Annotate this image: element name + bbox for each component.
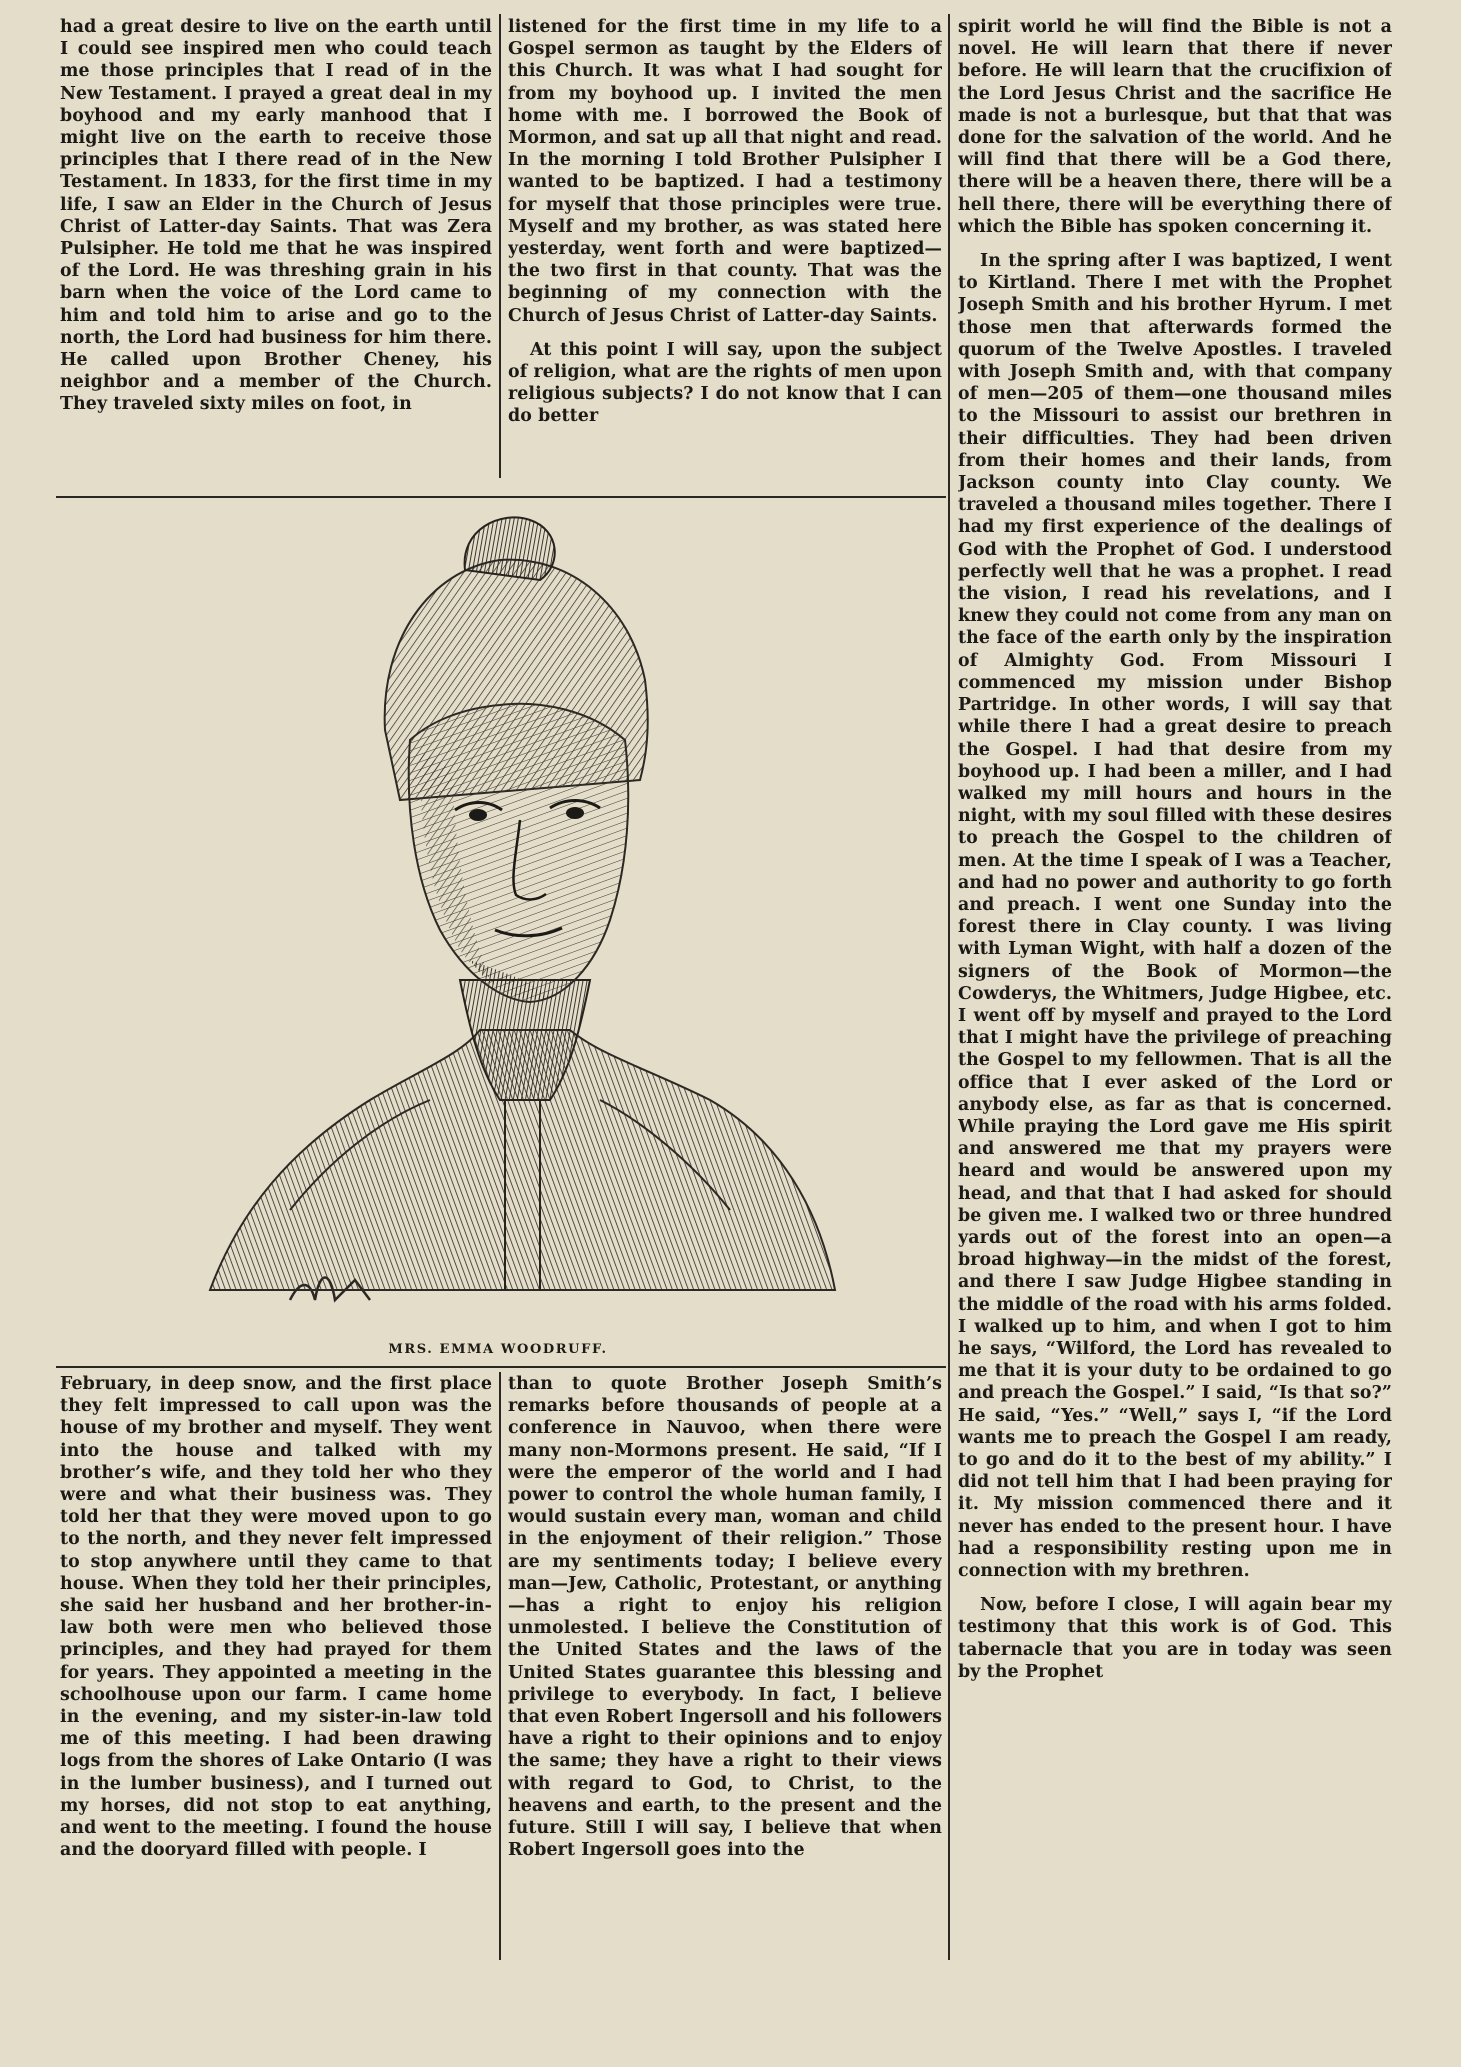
column-rule [499, 1372, 501, 1960]
column-top-middle [508, 16, 942, 476]
column-bottom-left [60, 1373, 492, 1955]
column-top-left [60, 16, 492, 476]
paragraph: than to quote Brother Joseph Smith’s remarks before thousands of people at a conference in Nauvoo, when there were many non-Mormons present. He said, “If I were the emperor of the world and I had power to control the whole human family, I would sustain every man, woman and child in the enjoyment of their religion.” Those are my sentiments today; I believe every man—Jew, Catholic, Protestant, or anything—has a right to enjoy his religion unmolested. I believe the Constitution of the United States and the laws of the United States guarantee this blessing and privilege to everybody. In fact, I believe that even Robert Ingersoll and his followers have a right to their opinions and to enjoy the same; they have a right to their views with regard to God, to Christ, to the heavens and earth, to the present and the future. Still I will say, I believe that when Robert Ingersoll goes into the [508, 1374, 942, 1861]
column-bottom-middle [508, 1373, 942, 1955]
column-rule [499, 14, 501, 478]
paragraph: had a great desire to live on the earth until I could see inspired men who could teach me those principles that I read of in the New Testament. I prayed a great deal in my boyhood and my early manhood that I might live on the earth to receive those principles that I there read of in the New Testament. In 1833, for the first time in my life, I saw an Elder in the Church of Jesus Christ of Latter-day Saints. That was Zera Pulsipher. He told me that he was inspired of the Lord. He was threshing grain in his barn when the voice of the Lord came to him and told him to arise and go to the north, the Lord had business for him there. He called upon Brother Cheney, his neighbor and a member of the Church. They traveled sixty miles on foot, in [60, 17, 492, 415]
paragraph: Now, before I close, I will again bear my testimony that this work is of God. This tabernacle that you are in today was seen by the Prophet [958, 1595, 1392, 1682]
paragraph: spirit world he will find the Bible is not a novel. He will learn that there if never before. He will learn that the crucifixion of the Lord Jesus Christ and the sacrifice He made is not a burlesque, but that that was done for the salvation of the world. And he will find that there will be a God there, there will be a heaven there, there will be a hell there, there will be everything there of which the Bible has spoken concerning it. [958, 17, 1392, 237]
illustration-caption: MRS. EMMA WOODRUFF. [388, 1342, 608, 1357]
section-rule [56, 1366, 946, 1368]
column-rule [948, 14, 950, 1960]
paragraph: In the spring after I was baptized, I went to Kirtland. There I met with the Prophet Joseph Smith and his brother Hyrum. I met those men that afterwards formed the quorum of the Twelve Apostles. I traveled with Joseph Smith and, with that company of men—205 of them—one thousand miles to the Missouri to assist our brethren in their difficulties. They had been driven from their homes and their lands, from Jackson county into Clay county. We traveled a thousand miles together. There I had my first experience of the dealings of God with the Prophet of God. I understood perfectly well that he was a prophet. I read the vision, I read his revelations, and I knew they could not come from any man on the face of the earth only by the inspiration of Almighty God. From Missouri I commenced my mission under Bishop Partridge. In other words, I will say that while there I had a great desire to preach the Gospel. I had that desire from my boyhood up. I had been a miller, and I had walked my mill hours and hours in the night, with my soul filled with these desires to preach the Gospel to the children of men. At the time I speak of I was a Teacher, and had no power and authority to go forth and preach. I went one Sunday into the forest there in Clay county. I was living with Lyman Wight, with half a dozen of the signers of the Book of Mormon—the Cowderys, the Whitmers, Judge Higbee, etc. I went off by myself and prayed to the Lord that I might have the privilege of preaching the Gospel to my fellowmen. That is all the office that I ever asked of the Lord or anybody else, as far as that is concerned. While praying the Lord gave me His spirit and answered me that my prayers were heard and would be answered upon my head, and that that I had asked for should be given me. I walked two or three hundred yards out of the forest into an open—a broad highway—in the midst of the forest, and there I saw Judge Higbee standing in the middle of the road with his arms folded. I walked up to him, and when I got to him he says, “Wilford, the Lord has revealed to me that it is your duty to be ordained to go and preach the Gospel.” I said, “Is that so?” He said, “Yes.” “Well,” says I, “if the Lord wants me to preach the Gospel I am ready, to go and do it to the best of my ability.” I did not tell him that I had been praying for it. My mission commenced there and it never has ended to the present hour. I have had a responsibility resting upon me in connection with my brethren. [958, 251, 1392, 1582]
paragraph: February, in deep snow, and the first place they felt impressed to call upon was the house of my brother and myself. They went into the house and talked with my brother’s wife, and they told her who they were and what their business was. They told her that they were moved upon to go to the north, and they never felt impressed to stop anywhere until they came to that house. When they told her their principles, she said her husband and her brother-in-law both were men who believed those principles, and they had prayed for them for years. They appointed a meeting in the schoolhouse upon our farm. I came home in the evening, and my sister-in-law told me of this meeting. I had been drawing logs from the shores of Lake Ontario (I was in the lumber business), and I turned out my horses, did not stop to eat anything, and went to the meeting. I found the house and the dooryard filled with people. I [60, 1374, 492, 1861]
paragraph: At this point I will say, upon the subject of religion, what are the rights of men upon religious subjects? I do not know that I can do better [508, 339, 942, 427]
column-right [958, 16, 1392, 1956]
section-rule [56, 496, 946, 498]
paragraph: listened for the first time in my life to a Gospel sermon as taught by the Elders of this Church. It was what I had sought for from my boyhood up. I invited the men home with me. I borrowed the Book of Mormon, and sat up all that night and read. In the morning I told Brother Pulsipher I wanted to be baptized. I had a testimony for myself that those principles were true. Myself and my brother, as was stated here yesterday, went forth and were baptized—the two first in that county. That was the beginning of my connection with the Church of Jesus Christ of Latter-day Saints. [508, 17, 942, 326]
portrait-engraving [170, 510, 870, 1330]
